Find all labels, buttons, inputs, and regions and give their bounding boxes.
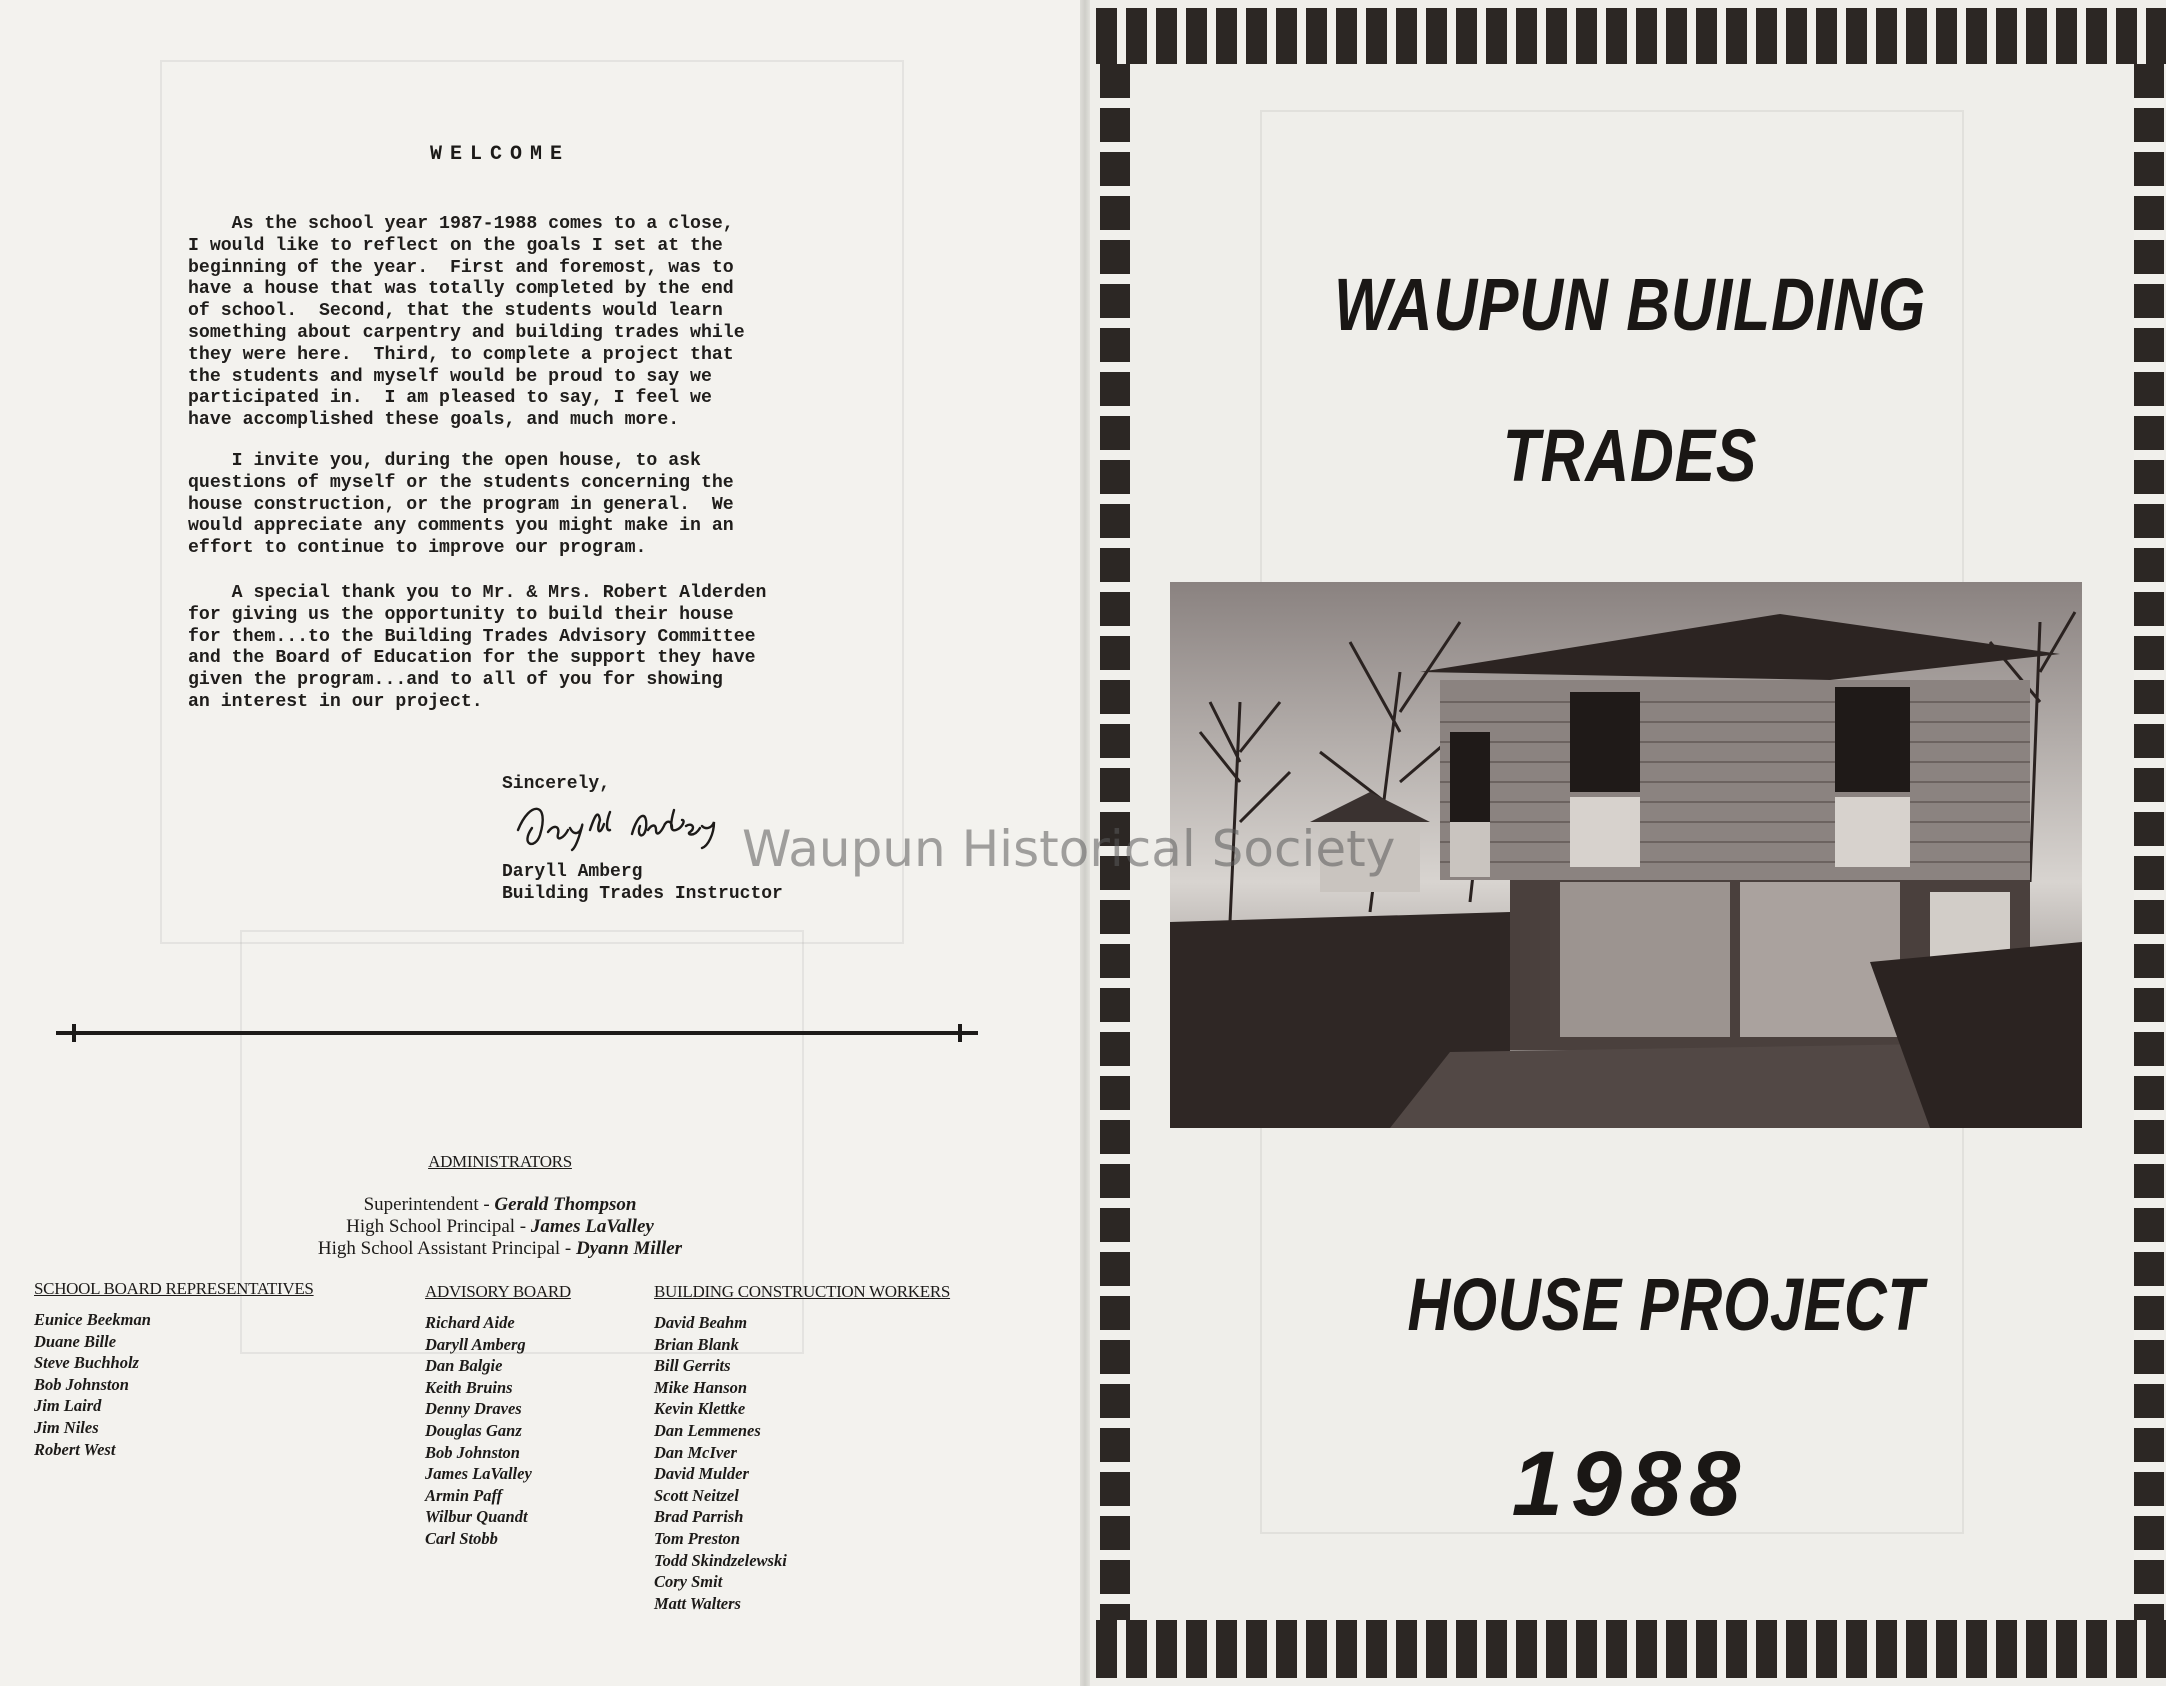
cover-title-line-2: TRADES <box>1502 414 1758 497</box>
list-item: Bob Johnston <box>425 1442 520 1462</box>
list-item: David Mulder <box>654 1464 749 1484</box>
list-item: Kevin Klettke <box>654 1399 746 1419</box>
list-item: Denny Draves <box>425 1399 522 1419</box>
signer-title: Building Trades Instructor <box>502 884 783 904</box>
signer-name: Daryll Amberg <box>502 862 643 882</box>
cover-border-bottom <box>1096 1620 2166 1678</box>
construction-workers-column <box>654 1282 950 1614</box>
list-item: David Beahm <box>654 1313 748 1332</box>
administrator-assistant-principal: High School Assistant Principal - Dyann Miller <box>317 1238 683 1259</box>
watermark: Waupun Historical Society <box>742 820 1396 878</box>
advisory-board-list <box>425 1312 571 1550</box>
list-item: Cory Smit <box>654 1572 723 1592</box>
administrator-principal: High School Principal - James LaValley <box>346 1216 654 1237</box>
school-board-list <box>34 1309 314 1460</box>
handwritten-signature <box>510 790 770 860</box>
construction-workers-heading: BUILDING CONSTRUCTION WORKERS <box>654 1282 951 1301</box>
welcome-heading: WELCOME <box>429 143 570 166</box>
advisory-board-column <box>425 1282 571 1550</box>
construction-workers-list <box>654 1312 950 1614</box>
list-item: Jim Laird <box>34 1396 102 1416</box>
list-item: Wilbur Quandt <box>425 1507 528 1527</box>
list-item: Steve Buchholz <box>34 1353 139 1373</box>
list-item: Daryll Amberg <box>425 1334 526 1354</box>
cover-border-right <box>2134 64 2164 1620</box>
list-item: Bob Johnston <box>34 1374 129 1394</box>
welcome-paragraph-goals: As the school year 1987-1988 comes to a close, I would like to reflect on the goals I set at the beginning of the year. First and foremost, was to have a house that was totally completed by the end of school. Second, that the students would learn something about carpentry and building trades while they were here. Third, to complete a project that the students and myself would be proud to say we participated in. I am pleased to say, I feel we have accomplished these goals, and much more. <box>188 214 745 431</box>
list-item: Duane Bille <box>34 1331 117 1351</box>
cover-title-line-1: WAUPUN BUILDING <box>1333 263 1927 346</box>
list-item: Eunice Beekman <box>34 1310 151 1329</box>
section-divider <box>52 1018 982 1048</box>
cover-title-line-3: HOUSE PROJECT <box>1407 1263 1925 1346</box>
cover-year: 1988 <box>1511 1433 1749 1535</box>
welcome-paragraph-thanks: A special thank you to Mr. & Mrs. Robert Alderden for giving us the opportunity to build their house for them...to the Building Trades Advisory Committee and the Board of Education for the support they have given the program...and to all of you for showing an interest in our project. <box>188 583 767 712</box>
list-item: Dan Balgie <box>425 1356 503 1376</box>
list-item: Carl Stobb <box>425 1528 498 1548</box>
list-item: Tom Preston <box>654 1528 741 1548</box>
list-item: Keith Bruins <box>425 1377 513 1397</box>
letter-closing: Sincerely, <box>502 774 611 794</box>
list-item: Armin Paff <box>425 1485 503 1505</box>
list-item: Brad Parrish <box>654 1507 744 1527</box>
advisory-board-heading: ADVISORY BOARD <box>425 1282 571 1301</box>
school-board-column <box>34 1279 314 1460</box>
administrator-superintendent: Superintendent - Gerald Thompson <box>363 1194 637 1215</box>
cover-border-top <box>1096 8 2166 64</box>
list-item: Scott Neitzel <box>654 1485 739 1505</box>
list-item: Todd Skindzelewski <box>654 1550 787 1570</box>
list-item: Robert West <box>34 1439 116 1459</box>
welcome-paragraph-invitation: I invite you, during the open house, to ask questions of myself or the students concerning the house construction, or the program in general. We would appreciate any comments you might make in an effort to continue to improve our program. <box>188 451 734 559</box>
list-item: Dan Lemmenes <box>654 1420 761 1440</box>
list-item: Richard Aide <box>425 1313 515 1332</box>
list-item: Matt Walters <box>654 1593 741 1613</box>
list-item: Bill Gerrits <box>654 1356 731 1376</box>
administrators-heading: ADMINISTRATORS <box>428 1152 572 1171</box>
list-item: Brian Blank <box>654 1334 739 1354</box>
list-item: Jim Niles <box>34 1417 99 1437</box>
school-board-heading: SCHOOL BOARD REPRESENTATIVES <box>34 1279 314 1298</box>
list-item: James LaValley <box>425 1464 532 1484</box>
list-item: Mike Hanson <box>654 1377 748 1397</box>
list-item: Dan McIver <box>654 1442 737 1462</box>
list-item: Douglas Ganz <box>425 1420 522 1440</box>
